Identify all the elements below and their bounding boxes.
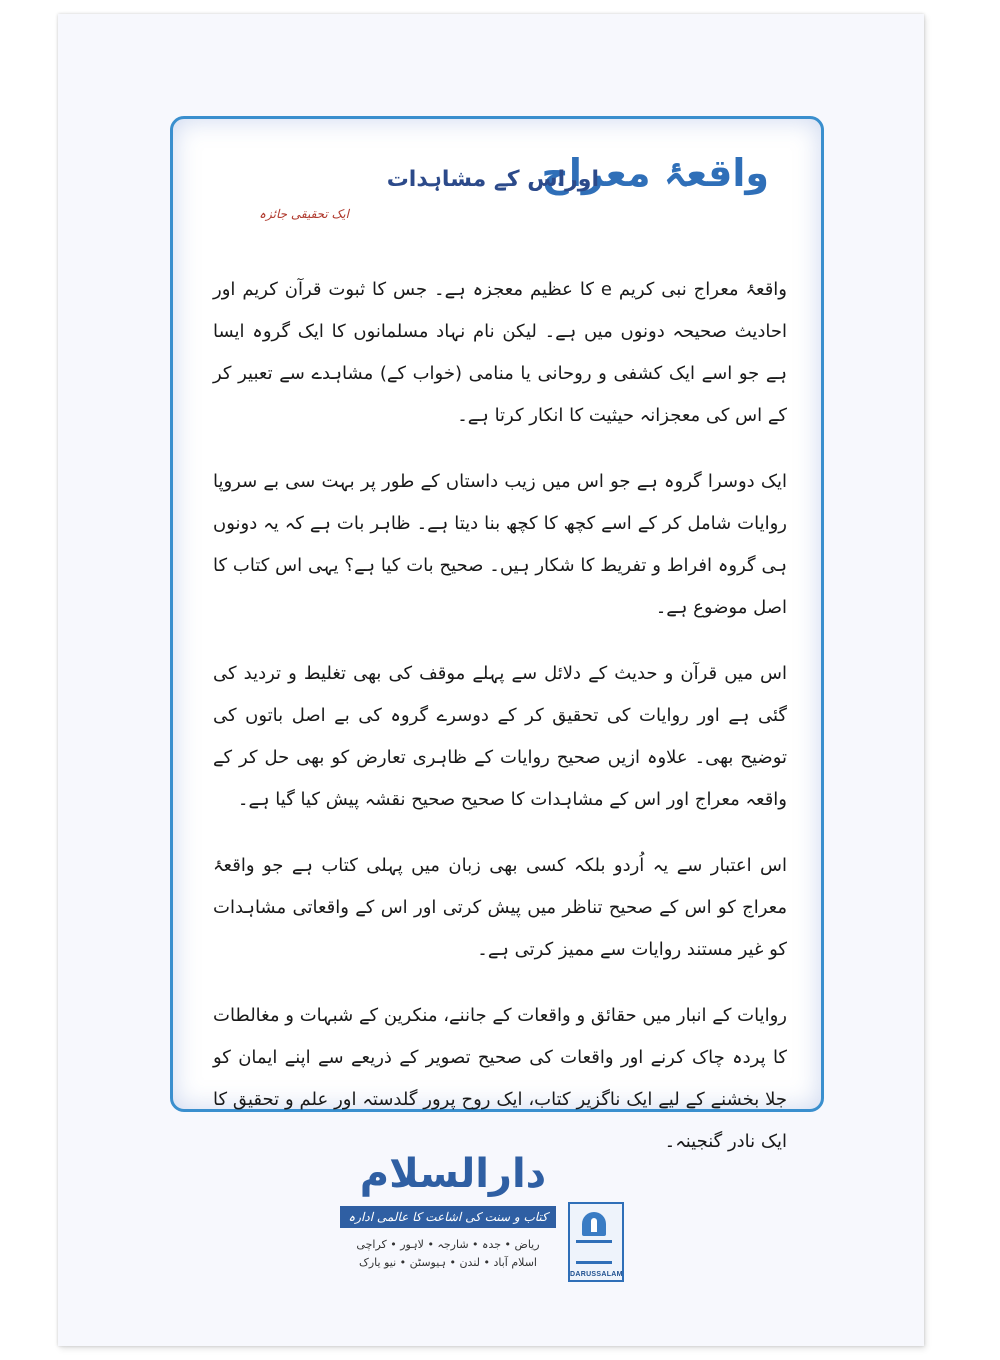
description-paragraph: اس اعتبار سے یہ اُردو بلکہ کسی بھی زبان میں پہلی کتاب ہے جو واقعۂ معراج کو اس کے صحیح تناظر میں پیش کرتی اور اس کے واقعاتی مشاہدات کو غیر مستند روایات سے ممیز کرتی ہے۔ [213, 855, 787, 960]
publisher-name: دارالسلام [359, 1151, 547, 1197]
book-back-cover [58, 14, 924, 1346]
book-subtitle: ایک تحقیقی جائزہ [259, 207, 349, 221]
logo-label: DARUSSALAM [570, 1271, 623, 1278]
book-title-secondary: اوراس کے مشاہدات [386, 167, 599, 192]
publisher-footer [58, 1144, 924, 1314]
publisher-cities-line: ریاض • جدہ • شارجہ • لاہور • کراچی [356, 1238, 540, 1251]
description-paragraph: واقعۂ معراج نبی کریم e کا عظیم معجزہ ہے۔ جس کا ثبوت قرآن کریم اور احادیث صحیحہ دونوں میں ہے۔ لیکن نام نہاد مسلمانوں کا ایک گروہ ایسا ہے جو اسے ایک کشفی و روحانی یا منامی (خواب کے) مشاہدے سے تعبیر کر کے اس کی معجزانہ حیثیت کا انکار کرتا ہے۔ [213, 279, 788, 426]
description-paragraph: روایات کے انبار میں حقائق و واقعات کے جاننے، منکرین کے شبہات و مغالطات کا پردہ چاک کرنے اور واقعات کی صحیح تصویر کے ذریعے سے اپنے ایمان کو جلا بخشنے کے لیے ایک ناگزیر کتاب، ایک روح پرور گلدستہ اور علم و تحقیق کا ایک نادر گنجینہ۔ [213, 1005, 787, 1152]
publisher-tagline: کتاب و سنت کی اشاعت کا عالمی ادارہ [340, 1206, 556, 1228]
description-paragraph: ایک دوسرا گروہ ہے جو اس میں زیب داستاں کے طور پر بہت سی بے سروپا روایات شامل کر کے اسے کچھ کا کچھ بنا دیتا ہے۔ ظاہر بات ہے کہ یہ دونوں ہی گروہ افراط و تفریط کا شکار ہیں۔ صحیح بات کیا ہے؟ یہی اس کتاب کا اصل موضوع ہے۔ [213, 471, 787, 618]
dome-icon [582, 1212, 606, 1236]
description-paragraph: اس میں قرآن و حدیث کے دلائل سے پہلے موقف کی بھی تغلیط و تردید کی گئی ہے اور روایات کی تحقیق کر کے دوسرے گروہ کی بے اصل باتوں کی توضیح بھی۔ علاوہ ازیں صحیح روایات کے ظاہری تعارض کو بھی حل کر کے واقعہ معراج اور اس کے مشاہدات کا صحیح صحیح نقشہ پیش کیا گیا ہے۔ [213, 663, 787, 810]
title-header [173, 145, 821, 235]
book-title: واقعۂ معراج [541, 151, 769, 195]
description-text [213, 269, 787, 1187]
publisher-cities [340, 1236, 556, 1272]
book-stack-icon [576, 1240, 612, 1264]
description-frame [170, 116, 824, 1152]
publisher-logo-icon [568, 1202, 624, 1282]
publisher-cities-line: اسلام آباد • لندن • ہیوسٹن • نیو یارک [359, 1256, 537, 1269]
